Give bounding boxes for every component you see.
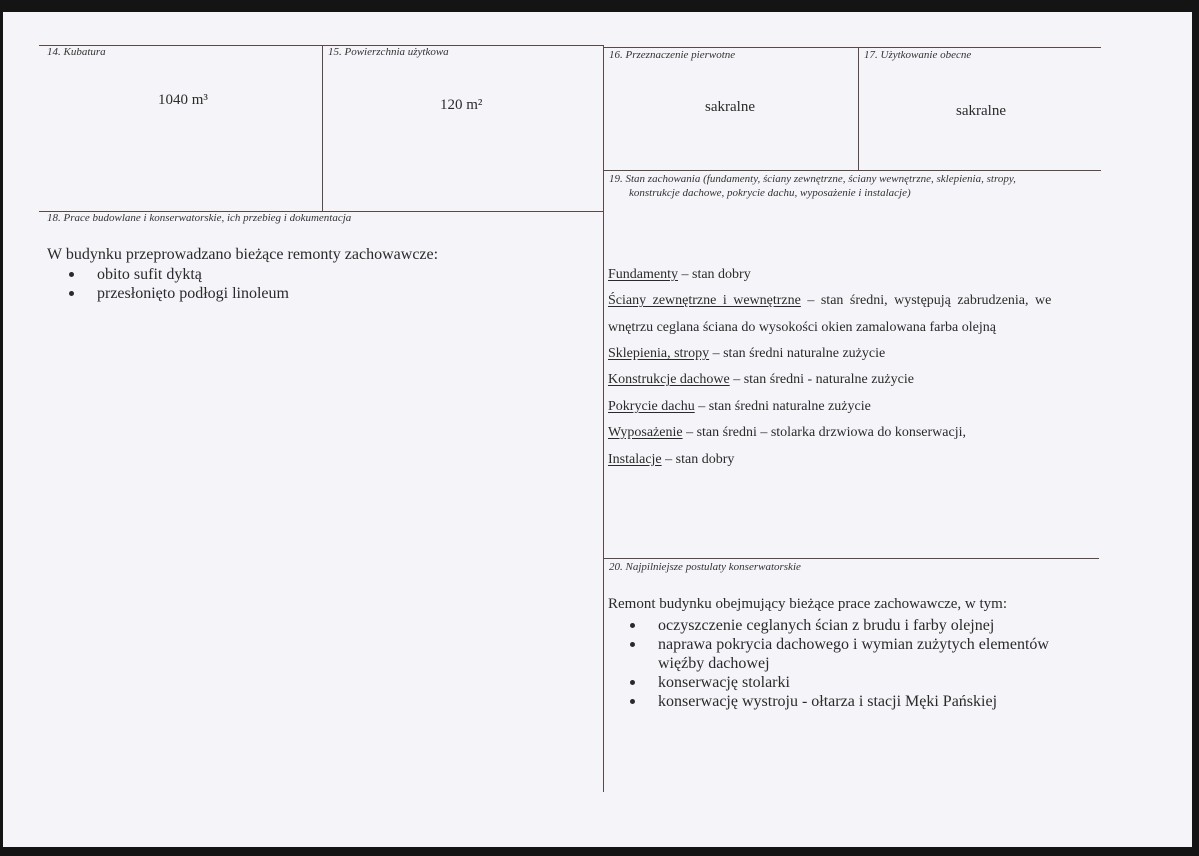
stan-instalacje xyxy=(608,452,734,468)
przeznaczenie-label: 16. Przeznaczenie pierwotne xyxy=(609,49,736,61)
row-divider-20 xyxy=(603,558,1099,559)
postulaty-list xyxy=(626,616,1049,711)
stan-desc: – stan średni – stolarka drzwiowa do konserwacji, xyxy=(682,425,967,440)
stan-term: Konstrukcje dachowe xyxy=(608,372,730,387)
uzytkowanie-label: 17. Użytkowanie obecne xyxy=(864,49,972,61)
stan-fundamenty xyxy=(608,267,751,283)
stan-term: Pokrycie dachu xyxy=(608,399,695,414)
top-border-left xyxy=(39,45,603,46)
list-item-continuation: więźby dachowej xyxy=(658,655,770,672)
postulaty-label: 20. Najpilniejsze postulaty konserwatorskie xyxy=(609,561,801,573)
przeznaczenie-value: sakralne xyxy=(705,99,755,115)
list-item: konserwację wystroju - ołtarza i stacji Męki Pańskiej xyxy=(626,692,1049,711)
stan-konstrukcje xyxy=(608,372,914,388)
stan-desc: wnętrzu ceglana ściana do wysokości okien zamalowana farba olejną xyxy=(608,320,996,335)
list-item: obito sufit dyktą xyxy=(65,265,289,284)
row-divider-19 xyxy=(603,170,1101,171)
stan-term: Ściany zewnętrzne i wewnętrzne xyxy=(608,293,801,308)
stan-sklepienia xyxy=(608,346,885,362)
stan-desc: – stan średni naturalne zużycie xyxy=(709,346,886,361)
stan-term: Sklepienia, stropy xyxy=(608,346,710,361)
stan-label-line1: 19. Stan zachowania (fundamenty, ściany zewnętrzne, ściany wewnętrzne, sklepienia, stropy, xyxy=(609,173,1016,185)
form-sheet xyxy=(3,12,1192,847)
list-item: konserwację stolarki xyxy=(626,673,1049,692)
kubatura-value: 1040 m³ xyxy=(158,92,208,108)
uzytkowanie-value: sakralne xyxy=(956,103,1006,119)
powierzchnia-value: 120 m² xyxy=(440,97,483,113)
stan-desc: – stan dobry xyxy=(661,452,735,467)
kubatura-label: 14. Kubatura xyxy=(47,46,106,58)
stan-desc: – stan średni, występują zabrudzenia, we xyxy=(800,293,1052,308)
stan-desc: – stan średni naturalne zużycie xyxy=(694,399,871,414)
divider-16-17 xyxy=(858,47,859,170)
stan-wyposazenie xyxy=(608,425,966,441)
stan-desc: – stan średni - naturalne zużycie xyxy=(729,372,914,387)
divider-main xyxy=(603,45,604,792)
stan-term: Fundamenty xyxy=(608,267,678,282)
stan-term: Wyposażenie xyxy=(608,425,683,440)
stan-desc: – stan dobry xyxy=(678,267,751,282)
prace-intro: W budynku przeprowadzano bieżące remonty zachowawcze: xyxy=(47,246,439,263)
divider-14-15 xyxy=(322,45,323,211)
stan-sciany xyxy=(608,293,1051,309)
prace-list xyxy=(65,265,289,303)
list-item: przesłonięto podłogi linoleum xyxy=(65,284,289,303)
stan-pokrycie xyxy=(608,399,871,415)
stan-label-line2: konstrukcje dachowe, pokrycie dachu, wyposażenie i instalacje) xyxy=(629,187,911,199)
stan-term: Instalacje xyxy=(608,452,662,467)
stan-sciany-cd xyxy=(608,320,996,336)
list-item: oczyszczenie ceglanych ścian z brudu i farby olejnej xyxy=(626,616,1049,635)
prace-label: 18. Prace budowlane i konserwatorskie, ich przebieg i dokumentacja xyxy=(47,212,352,224)
postulaty-intro: Remont budynku obejmujący bieżące prace zachowawcze, w tym: xyxy=(608,596,1008,612)
powierzchnia-label: 15. Powierzchnia użytkowa xyxy=(328,46,449,58)
list-item: naprawa pokrycia dachowego i wymian zużytych elementów xyxy=(626,635,1049,654)
top-border-right xyxy=(603,47,1101,48)
